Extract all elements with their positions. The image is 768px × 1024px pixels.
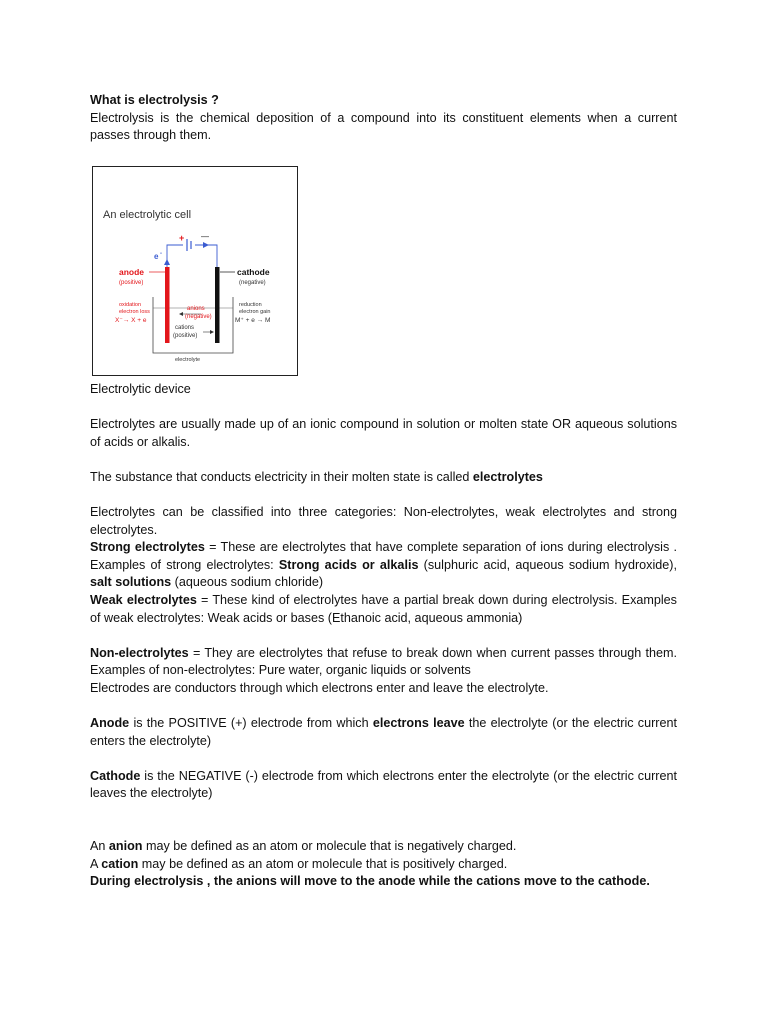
electron-label: e bbox=[154, 251, 159, 261]
electrodes-definition: Electrodes are conductors through which electrons enter and leave the electrolyte. bbox=[90, 680, 549, 695]
electrolytic-cell-figure bbox=[92, 166, 298, 376]
classification-paragraph: Electrolytes can be classified into three categories: Non-electrolytes, weak electrolytes and strong electrolytes. bbox=[90, 504, 677, 537]
anions-sub: (negative) bbox=[185, 313, 212, 320]
oxidation-label: oxidation bbox=[119, 301, 142, 308]
minus-sign: — bbox=[201, 231, 209, 241]
electrolytes-molten: The substance that conducts electricity in their molten state is called electrolytes bbox=[90, 469, 543, 484]
circuit-wire bbox=[167, 245, 217, 268]
weak-electrolytes: Weak electrolytes = These kind of electrolytes have a partial break down during electrolysis. Examples of weak electrolytes: Weak acids or bases (Ethanoic acid, aqueous ammonia) bbox=[90, 592, 677, 625]
non-electrolytes: Non-electrolytes = They are electrolytes that refuse to break down when current passes through them. Examples of non-electrolytes: Pure water, organic liquids or solvents bbox=[90, 645, 677, 678]
anode-sub: (positive) bbox=[119, 279, 144, 286]
cations-sub: (positive) bbox=[173, 332, 198, 339]
conclusion: During electrolysis , the anions will move to the anode while the cations move to the cathode. bbox=[90, 874, 650, 889]
heading: What is electrolysis ? bbox=[90, 93, 219, 107]
document-body bbox=[90, 92, 677, 891]
cathode-electrode bbox=[215, 267, 220, 343]
figure-title: An electrolytic cell bbox=[103, 208, 192, 221]
strong-electrolytes: Strong electrolytes = These are electrolytes that have complete separation of ions during electrolysis . Examples of strong electrolytes: Strong acids or alkalis (sulphuric acid, aqueous sodium hydroxide), salt solutions (aqueous sodium chloride) bbox=[90, 540, 678, 590]
cathode-label: cathode bbox=[237, 266, 270, 277]
anions-label: anions bbox=[187, 305, 205, 312]
intro-paragraph: Electrolysis is the chemical deposition of a compound into its constituent elements when a current passes through them. bbox=[90, 110, 677, 143]
plus-sign: + bbox=[179, 232, 185, 243]
anode-electrode bbox=[165, 267, 170, 343]
electron-sup: - bbox=[160, 250, 162, 257]
reduction-label: reduction bbox=[239, 301, 262, 308]
figure-caption: Electrolytic device bbox=[90, 381, 191, 396]
cathode-equation: M⁺ + e → M bbox=[235, 316, 271, 324]
cations-label: cations bbox=[175, 324, 195, 331]
anode-label: anode bbox=[119, 266, 145, 277]
electrolytes-definition: Electrolytes are usually made up of an ionic compound in solution or molten state OR aqueous solutions of acids or alkalis. bbox=[90, 416, 677, 449]
electron-arrow bbox=[164, 259, 170, 265]
cation-definition: A cation may be defined as an atom or molecule that is positively charged. bbox=[90, 856, 508, 871]
current-arrow bbox=[203, 242, 209, 248]
anion-definition: An anion may be defined as an atom or molecule that is negatively charged. bbox=[90, 839, 517, 854]
anode-definition: Anode is the POSITIVE (+) electrode from which electrons leave the electrolyte (or the electric current enters the electrolyte) bbox=[90, 716, 677, 748]
electrolytic-cell-diagram bbox=[93, 167, 297, 375]
cathode-definition: Cathode is the NEGATIVE (-) electrode from which electrons enter the electrolyte (or the electric current leaves the electrolyte) bbox=[90, 768, 677, 801]
cathode-sub: (negative) bbox=[239, 279, 266, 286]
electron-gain-label: electron gain bbox=[239, 308, 271, 315]
electron-loss-label: electron loss bbox=[119, 308, 150, 315]
anode-equation: X⁻→ X + e bbox=[115, 316, 147, 324]
electrolyte-label: electrolyte bbox=[175, 356, 201, 363]
